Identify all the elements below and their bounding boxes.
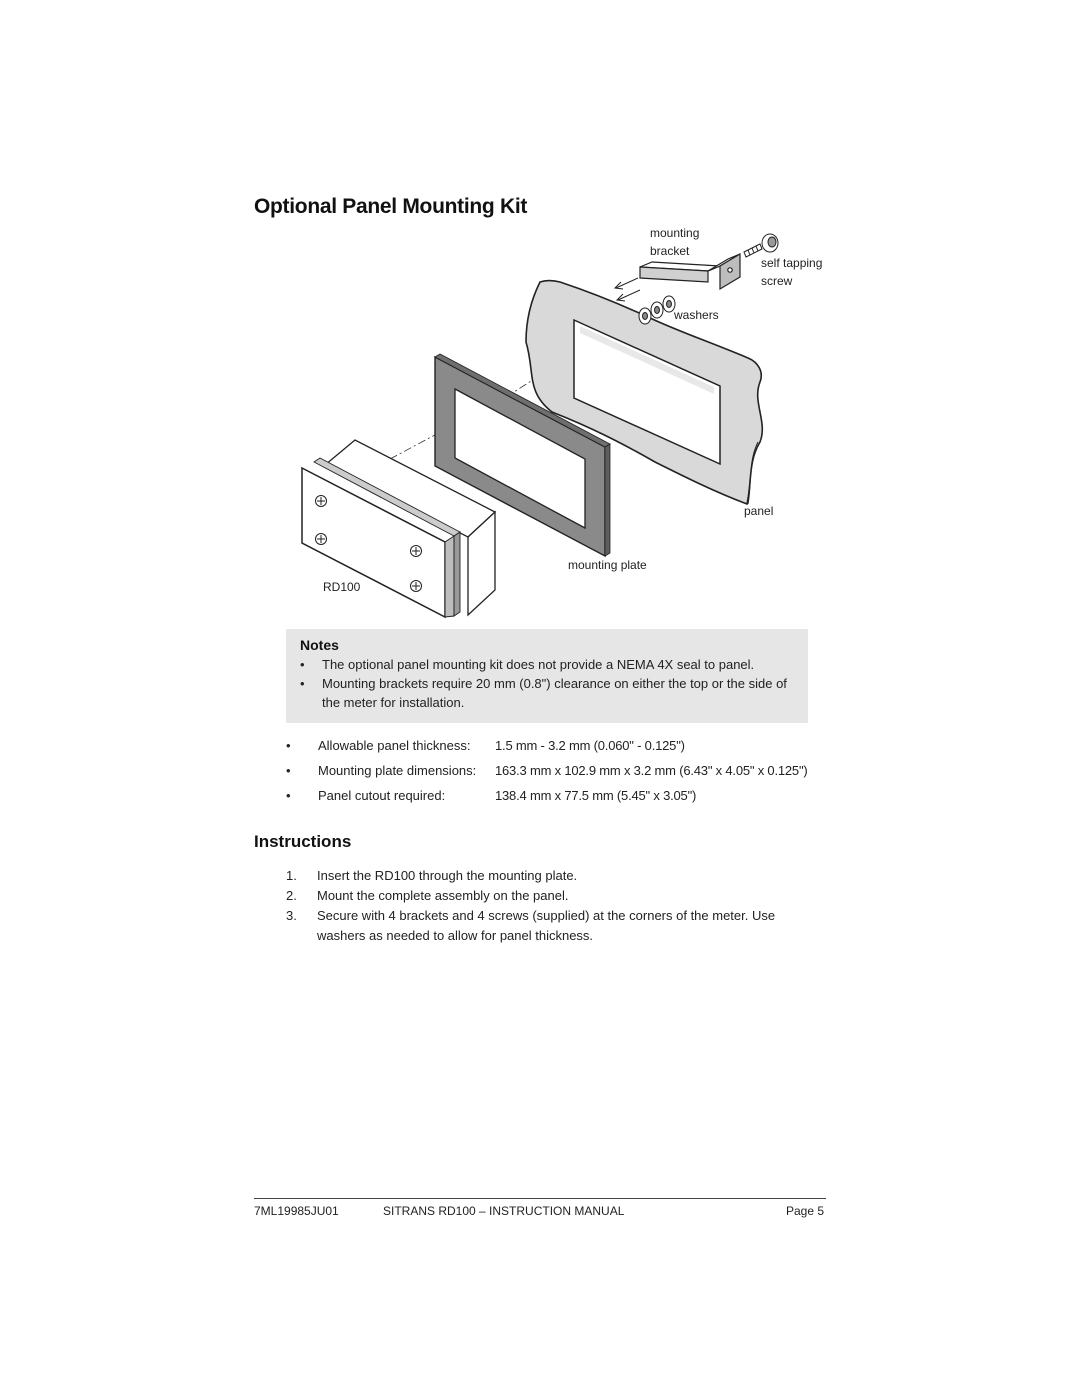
bullet-icon: •	[286, 788, 291, 803]
footer-divider	[254, 1198, 826, 1199]
mounting-bracket-label-line2: bracket	[650, 244, 690, 258]
bullet-icon: •	[286, 738, 291, 753]
mounting-plate-label: mounting plate	[568, 558, 647, 572]
direction-arrows	[615, 278, 640, 301]
step-number: 1.	[286, 868, 297, 883]
note-text: The optional panel mounting kit does not provide a NEMA 4X seal to panel.	[322, 657, 755, 672]
spec-row	[286, 738, 826, 763]
step-number: 2.	[286, 888, 297, 903]
panel-mounting-diagram	[290, 222, 823, 622]
step-text: Secure with 4 brackets and 4 screws (supplied) at the corners of the meter. Use washers as needed to allow for panel thickness.	[317, 908, 776, 943]
instruction-step	[286, 886, 816, 906]
spec-row	[286, 788, 826, 813]
washer-shapes	[639, 296, 675, 324]
mounting-bracket-label-line1: mounting	[650, 226, 700, 240]
spec-label: Panel cutout required:	[318, 788, 446, 803]
screw-label-line1: self tapping	[761, 256, 823, 270]
footer-manual-title: SITRANS RD100 – INSTRUCTION MANUAL	[383, 1204, 625, 1218]
notes-title: Notes	[300, 637, 339, 653]
washers-label: washers	[674, 308, 719, 322]
spec-value: 1.5 mm - 3.2 mm (0.060" - 0.125")	[495, 738, 685, 753]
specifications-list	[286, 738, 826, 813]
screw-label-line2: screw	[761, 274, 793, 288]
note-item	[298, 655, 796, 674]
rd100-label: RD100	[323, 580, 361, 594]
instructions-steps	[286, 866, 816, 946]
note-item	[298, 674, 796, 712]
spec-value: 138.4 mm x 77.5 mm (5.45" x 3.05")	[495, 788, 697, 803]
spec-label: Mounting plate dimensions:	[318, 763, 477, 778]
bullet-icon: •	[286, 763, 291, 778]
page-title: Optional Panel Mounting Kit	[254, 195, 528, 218]
footer-page-number: Page 5	[786, 1204, 825, 1218]
step-number: 3.	[286, 908, 297, 923]
step-text: Insert the RD100 through the mounting plate.	[317, 868, 578, 883]
exploded-assembly-illustration	[290, 222, 823, 622]
note-text: Mounting brackets require 20 mm (0.8") clearance on either the top or the side of the meter for installation.	[322, 676, 787, 710]
bullet-icon: •	[300, 657, 305, 672]
bullet-icon: •	[300, 676, 305, 691]
instruction-step	[286, 866, 816, 886]
spec-value: 163.3 mm x 102.9 mm x 3.2 mm (6.43" x 4.05" x 0.125")	[495, 763, 808, 778]
footer-doc-number: 7ML19985JU01	[254, 1204, 339, 1218]
instruction-step	[286, 906, 816, 946]
step-text: Mount the complete assembly on the panel.	[317, 888, 569, 903]
spec-label: Allowable panel thickness:	[318, 738, 471, 753]
spec-row	[286, 763, 826, 788]
instructions-heading: Instructions	[254, 832, 352, 851]
notes-box	[286, 629, 808, 723]
self-tapping-screw-shape	[744, 234, 778, 257]
panel-label: panel	[744, 504, 774, 518]
